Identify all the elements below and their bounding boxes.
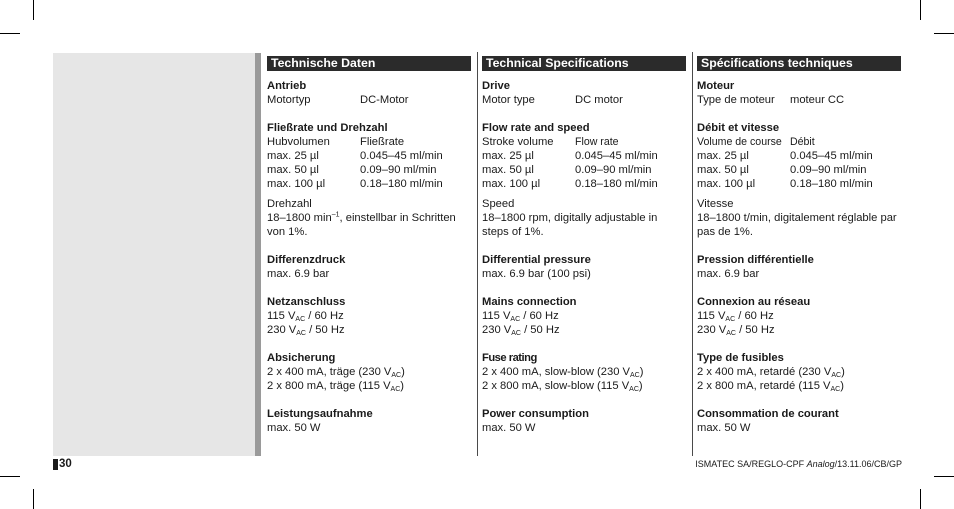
page-number-text: 30 xyxy=(59,458,72,470)
table-cell: max. 50 µl xyxy=(267,164,319,176)
power-value: max. 50 W xyxy=(482,422,536,434)
section-title: Technische Daten xyxy=(267,56,471,71)
speed-text: 18–1800 $\min^{-1}$, einstellbar in Schritten von 1%. xyxy=(267,211,456,238)
spec-value: moteur CC xyxy=(790,94,845,106)
table-cell: max. 100 µl xyxy=(482,178,541,190)
table-header: Volume de course xyxy=(697,136,782,148)
column-divider xyxy=(477,52,478,456)
mains-heading: Mains connection xyxy=(482,296,577,308)
fuse-heading: Absicherung xyxy=(267,352,336,364)
column-divider xyxy=(692,52,693,456)
fuse-line: 2 x 800 mA, retardé (115 $V_{AC}$) xyxy=(697,380,844,393)
table-cell: 0.18–180 ml/min xyxy=(360,178,443,190)
column-english xyxy=(482,56,686,449)
spec-label: Type de moteur xyxy=(697,94,775,106)
power-heading: Leistungsaufnahme xyxy=(267,408,373,420)
table-header: Stroke volume xyxy=(482,136,554,148)
table-cell: max. 25 µl xyxy=(697,150,749,162)
mains-line: 115 $V_{AC} / 60$ Hz xyxy=(267,310,344,323)
spec-value: DC motor xyxy=(575,94,623,106)
fuse-line: 2 x 400 mA, retardé (230 $V_{AC}$) xyxy=(697,366,845,379)
crop-mark-br-v xyxy=(920,489,921,509)
table-cell: 0.09–90 ml/min xyxy=(575,164,652,176)
crop-mark-br-h xyxy=(934,476,954,477)
crop-mark-tr-v xyxy=(920,0,921,20)
pressure-value: max. 6.9 bar xyxy=(267,268,330,280)
power-value: max. 50 W xyxy=(267,422,321,434)
column-french xyxy=(697,56,901,449)
fuse-line: 2 x 800 mA, slow-blow (115 $V_{AC}$) xyxy=(482,380,643,393)
power-heading: Consommation de courant xyxy=(697,408,839,420)
mains-line: 230 $V_{AC} / 50$ Hz xyxy=(267,324,345,337)
page-marker-block xyxy=(53,459,58,470)
mains-heading: Connexion au réseau xyxy=(697,296,811,308)
document-reference: ISMATEC SA/REGLO-CPF Analog/13.11.06/CB/GP xyxy=(695,459,902,469)
drive-heading: Moteur xyxy=(697,80,735,92)
fuse-heading: Fuse rating xyxy=(482,352,537,364)
table-cell: 0.09–90 ml/min xyxy=(790,164,867,176)
section-title: Spécifications techniques xyxy=(697,56,901,71)
table-header: Hubvolumen xyxy=(267,136,330,148)
table-cell: max. 50 µl xyxy=(482,164,534,176)
fuse-heading: Type de fusibles xyxy=(697,352,784,364)
flow-heading: Débit et vitesse xyxy=(697,122,780,134)
mains-heading: Netzanschluss xyxy=(267,296,346,308)
crop-mark-bl-h xyxy=(0,476,20,477)
pressure-value: max. 6.9 bar (100 psi) xyxy=(482,268,591,280)
crop-mark-bl-v xyxy=(33,489,34,509)
spec-label: Motortyp xyxy=(267,94,311,106)
fuse-line: 2 x 800 mA, träge (115 $V_{AC}$) xyxy=(267,380,405,393)
page-number xyxy=(53,458,72,470)
table-header: Flow rate xyxy=(575,136,619,148)
spec-label: Motor type xyxy=(482,94,535,106)
crop-mark-tl-v xyxy=(33,0,34,20)
drive-heading: Drive xyxy=(482,80,510,92)
table-header: Fließrate xyxy=(360,136,405,148)
fuse-line: 2 x 400 mA, slow-blow (230 $V_{AC}$) xyxy=(482,366,644,379)
pressure-heading: Differential pressure xyxy=(482,254,591,266)
table-cell: max. 25 µl xyxy=(267,150,319,162)
section-title: Technical Specifications xyxy=(482,56,686,71)
table-cell: max. 100 µl xyxy=(697,178,756,190)
speed-label: Speed xyxy=(482,198,515,210)
pressure-heading: Pression différentielle xyxy=(697,254,814,266)
margin-panel xyxy=(53,53,255,456)
flow-heading: Fließrate und Drehzahl xyxy=(267,122,388,134)
table-cell: 0.09–90 ml/min xyxy=(360,164,437,176)
power-value: max. 50 W xyxy=(697,422,751,434)
table-cell: 0.18–180 ml/min xyxy=(575,178,658,190)
speed-label: Vitesse xyxy=(697,198,734,210)
table-cell: max. 100 µl xyxy=(267,178,326,190)
speed-text: 18–1800 rpm, digitally adjustable in steps of 1%. xyxy=(482,212,658,238)
table-cell: max. 25 µl xyxy=(482,150,534,162)
drive-heading: Antrieb xyxy=(267,80,307,92)
mains-line: 115 $V_{AC} / 60$ Hz xyxy=(482,310,559,323)
table-cell: 0.045–45 ml/min xyxy=(575,150,658,162)
mains-line: 230 $V_{AC} / 50$ Hz xyxy=(697,324,775,337)
table-header: Débit xyxy=(790,136,815,148)
mains-line: 115 $V_{AC} / 60$ Hz xyxy=(697,310,774,323)
table-cell: 0.18–180 ml/min xyxy=(790,178,873,190)
table-cell: 0.045–45 ml/min xyxy=(360,150,443,162)
pressure-heading: Differenzdruck xyxy=(267,254,346,266)
pressure-value: max. 6.9 bar xyxy=(697,268,760,280)
table-cell: 0.045–45 ml/min xyxy=(790,150,873,162)
spec-value: DC-Motor xyxy=(360,94,409,106)
fuse-line: 2 x 400 mA, träge (230 $V_{AC}$) xyxy=(267,366,405,379)
mains-line: 230 $V_{AC} / 50$ Hz xyxy=(482,324,560,337)
column-german xyxy=(267,56,471,449)
speed-label: Drehzahl xyxy=(267,198,312,210)
table-cell: max. 50 µl xyxy=(697,164,749,176)
speed-text: 18–1800 t/min, digitalement réglable par pas de 1%. xyxy=(697,212,897,238)
crop-mark-tl-h xyxy=(0,33,20,34)
crop-mark-tr-h xyxy=(934,33,954,34)
power-heading: Power consumption xyxy=(482,408,589,420)
flow-heading: Flow rate and speed xyxy=(482,122,590,134)
margin-bar xyxy=(255,53,261,456)
